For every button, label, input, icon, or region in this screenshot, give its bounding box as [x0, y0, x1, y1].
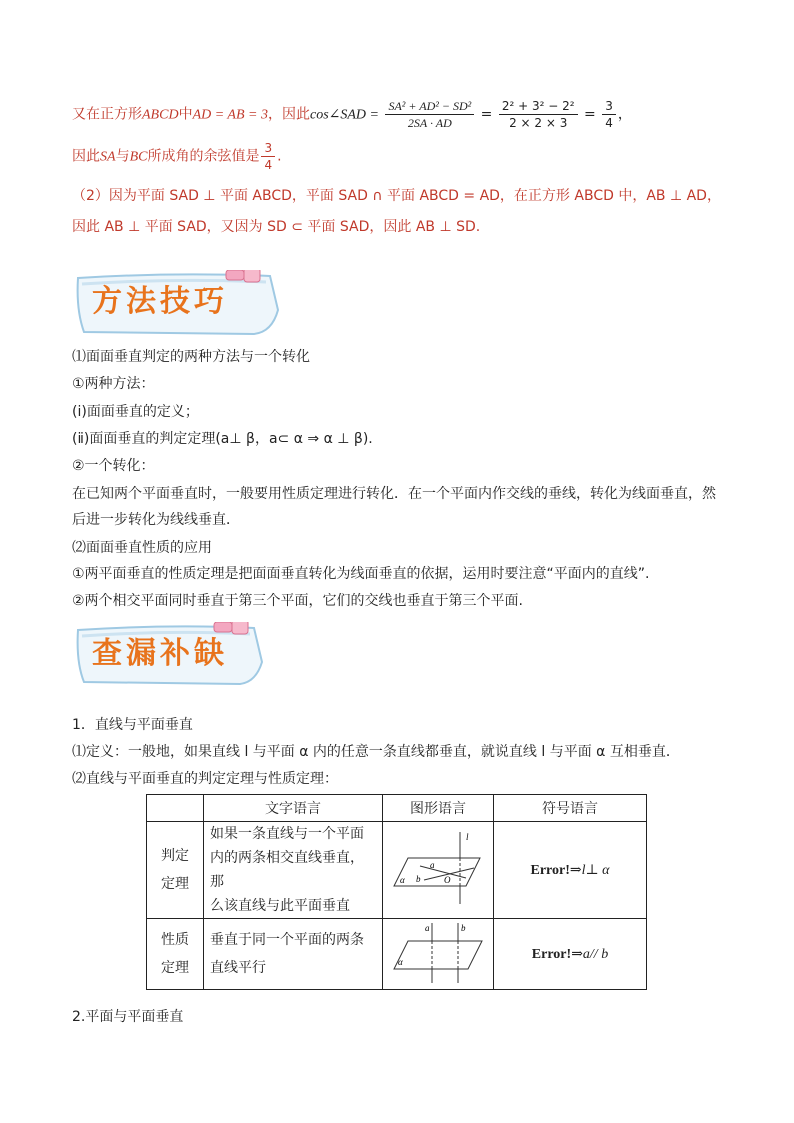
row-name-cell [147, 822, 204, 919]
solution-line-4: 因此 AB ⊥ 平面 SAD，又因为 SD ⊂ 平面 SAD，因此 AB ⊥ SD. [72, 219, 481, 235]
fraction-numerator: 2² + 3² − 2² [499, 98, 578, 115]
equals-sign: = [480, 106, 493, 123]
methods-line: (ⅱ)面面垂直的判定定理(a⊥ β，a⊂ α ⇒ α ⊥ β). [72, 431, 373, 447]
methods-line: 在已知两个平面垂直时，一般要用性质定理进行转化．在一个平面内作交线的垂线，转化为线面垂直，然 [72, 486, 716, 502]
banner-label: 方法技巧 [92, 284, 228, 319]
table-header-cell: 图形语言 [383, 795, 494, 822]
methods-line: 后进一步转化为线线垂直． [72, 512, 240, 528]
symbol-language-cell [494, 919, 647, 990]
fraction-4 [261, 140, 275, 173]
methods-line: ①两平面垂直的性质定理是把面面垂直转化为线面垂直的依据，运用时要注意“平面内的直线”. [72, 566, 650, 582]
banner-label: 查漏补缺 [92, 636, 228, 671]
figure-label: b [416, 874, 421, 884]
text-frag: ， [617, 106, 632, 123]
methods-line: ①两种方法： [72, 376, 155, 392]
text-line: 如果一条直线与一个平面 [210, 826, 364, 842]
text-language-cell [204, 822, 383, 919]
table-row [147, 919, 647, 990]
row-name-line: 定理 [161, 876, 189, 892]
symbol-error-text: Error! [531, 946, 572, 962]
section-title: 1．直线与平面垂直 [72, 717, 193, 733]
row-name-cell [147, 919, 204, 990]
section-subtitle: ⑵直线与平面垂直的判定定理与性质定理： [72, 771, 338, 787]
symbol-text: ⇒l⊥ α [569, 862, 610, 878]
section-definition: ⑴定义：一般地，如果直线 l 与平面 α 内的任意一条直线都垂直，就说直线 l 与平面 α 互相垂直． [72, 744, 680, 760]
fraction-denominator: 2 × 2 × 3 [509, 116, 568, 130]
row-name-line: 判定 [161, 848, 189, 864]
text-frag: 中 [178, 106, 193, 123]
figure-label: α [400, 875, 405, 885]
fraction-denominator: 4 [605, 116, 613, 130]
figure-cell [383, 822, 494, 919]
methods-line: ⑴面面垂直判定的两种方法与一个转化 [72, 349, 310, 365]
line-plane-perpendicular-figure [390, 828, 486, 908]
section-banner-methods [74, 270, 284, 338]
text-line: 垂直于同一个平面的两条 [210, 932, 364, 948]
fraction-3 [602, 98, 616, 131]
solution-line-2 [72, 140, 282, 173]
fraction-numerator: 3 [261, 140, 275, 157]
parallel-lines-figure [390, 919, 486, 985]
table-row [147, 822, 647, 919]
section-title: 2.平面与平面垂直 [72, 1009, 184, 1025]
table-header-cell: 文字语言 [204, 795, 383, 822]
figure-label: α [398, 957, 403, 967]
figure-label: a [430, 860, 435, 870]
text-line: 直线平行 [210, 960, 266, 976]
row-name-line: 性质 [161, 932, 189, 948]
text-line: 么该直线与此平面垂直 [210, 898, 350, 914]
figure-label: a [425, 923, 430, 933]
text-frag: 与 [115, 148, 130, 165]
text-language-cell [204, 919, 383, 990]
fraction-numerator: 3 [602, 98, 616, 115]
fraction-denominator: 2SA · AD [407, 116, 452, 130]
text-frag: 因此 [72, 148, 100, 165]
math-frag: BC [129, 149, 148, 165]
symbol-text: ⇒a// b [571, 946, 609, 962]
figure-label: l [466, 832, 469, 842]
math-frag: AD = AB = 3 [192, 107, 268, 123]
solution-line-1 [72, 98, 632, 131]
fraction-2 [499, 98, 578, 131]
solution-line-3: （2）因为平面 SAD ⊥ 平面 ABCD，平面 SAD ∩ 平面 ABCD = AD，在正方形 ABCD 中，AB ⊥ AD， [72, 188, 721, 204]
figure-label: O [444, 875, 451, 885]
text-frag: . [277, 148, 282, 165]
math-frag: cos∠SAD = [309, 107, 379, 123]
methods-line: ⑵面面垂直性质的应用 [72, 540, 212, 556]
symbol-error-text: Error! [530, 862, 570, 878]
methods-line: (ⅰ)面面垂直的定义； [72, 404, 199, 420]
text-frag: ，因此 [267, 106, 310, 123]
math-frag: SA [100, 149, 116, 165]
row-name-line: 定理 [161, 960, 189, 976]
symbol-language-cell [494, 822, 647, 919]
table-header-row [147, 795, 647, 822]
methods-line: ②两个相交平面同时垂直于第三个平面，它们的交线也垂直于第三个平面. [72, 593, 523, 609]
fraction-1 [385, 98, 474, 131]
text-frag: 所成角的余弦值是 [147, 148, 260, 165]
fraction-denominator: 4 [264, 158, 273, 172]
equals-sign: = [584, 106, 596, 123]
figure-label: b [461, 923, 466, 933]
text-frag: 又在正方形 [72, 106, 142, 123]
figure-cell [383, 919, 494, 990]
fraction-numerator: SA² + AD² − SD² [385, 98, 474, 115]
table-header-cell [147, 795, 204, 822]
table-header-cell: 符号语言 [494, 795, 647, 822]
section-banner-review [74, 622, 266, 688]
theorem-table [146, 794, 647, 990]
math-frag: ABCD [142, 107, 179, 123]
text-line: 内的两条相交直线垂直，那 [210, 850, 364, 890]
methods-line: ②一个转化： [72, 458, 155, 474]
